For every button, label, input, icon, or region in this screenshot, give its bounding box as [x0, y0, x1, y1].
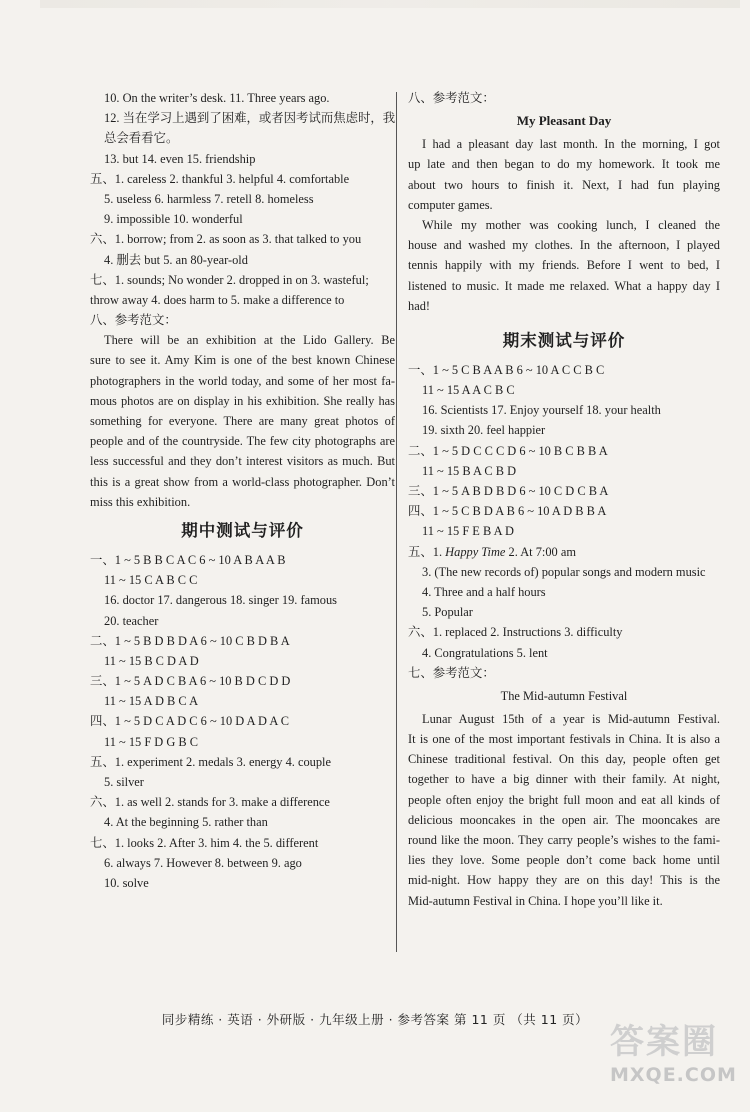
answer-line: 11 ~ 15 F E B A D: [422, 524, 514, 539]
answer-line: 六、1. as well 2. stands for 3. make a difference: [90, 795, 330, 810]
answer-line: 16. doctor 17. dangerous 18. singer 19. famous: [104, 593, 337, 608]
scan-edge: [40, 0, 740, 8]
essay-line: up late and then began to do my homework. It took me: [408, 157, 720, 172]
answer-line: 10. On the writer’s desk. 11. Three years ago.: [104, 91, 330, 105]
essay-line: While my mother was cooking lunch, I cleaned the: [422, 217, 720, 232]
left-column: [90, 88, 395, 893]
answer-line: 3. (The new records of) popular songs and modern music: [422, 564, 706, 579]
column-divider: [396, 92, 397, 952]
answer-line: 三、1 ~ 5 A B D B D 6 ~ 10 C D C B A: [408, 484, 609, 498]
essay-line: sure to see it. Amy Kim is one of the best known Chinese: [90, 353, 395, 368]
answer-line: 六、1. borrow; from 2. as soon as 3. that talked to you: [90, 232, 362, 247]
answer-line: 四、1 ~ 5 C B D A B 6 ~ 10 A D B B A: [408, 504, 607, 519]
essay-line: together to have a big dinner with their family. At night,: [408, 772, 720, 787]
final-section-title: 期末测试与评价: [502, 330, 626, 350]
essay-heading: 八、参考范文：: [408, 91, 495, 105]
page-footer: 同步精练 · 英语 · 外研版 · 九年级上册 · 参考答案 第 11 页 （共 11 页）: [161, 1012, 589, 1027]
answer-line: 七、1. sounds; No wonder 2. dropped in on 3. wasteful;: [90, 272, 369, 287]
essay-line: mous photos are on display in his exhibition. She really has: [90, 393, 395, 408]
essay-line: Chinese traditional festival. On this day, people often get: [408, 752, 720, 767]
answer-line: 五、1. Happy Time 2. At 7:00 am: [408, 544, 576, 559]
site-watermark: [606, 1014, 736, 1094]
answer-line: 4. Congratulations 5. lent: [422, 645, 548, 660]
answer-line: 二、1 ~ 5 D C C C D 6 ~ 10 B C B B A: [408, 443, 608, 458]
essay-line: round like the moon. They carry people’s wishes to the fami-: [408, 833, 720, 847]
essay-line: people and of the countryside. The few city photographs are: [90, 434, 395, 449]
essay-line: had!: [408, 298, 431, 313]
answer-line: 11 ~ 15 A A C B C: [422, 383, 515, 398]
answer-line: 4. At the beginning 5. rather than: [104, 815, 268, 830]
essay-line: lies they love. Some people don’t come back home until: [408, 853, 720, 868]
answer-line: 5. Popular: [422, 605, 473, 620]
answer-line: 16. Scientists 17. Enjoy yourself 18. your health: [422, 403, 661, 418]
essay-line: delicious mooncakes in the open air. The mooncakes are: [408, 812, 720, 827]
essay-line: people often enjoy the bright full moon and eat all kinds of: [408, 792, 720, 807]
answer-line: 三、1 ~ 5 A D C B A 6 ~ 10 B D C D D: [90, 674, 291, 689]
answer-line: 11 ~ 15 B C D A D: [104, 653, 199, 668]
essay-line: tennis happily with my friends. Before I went to bed, I: [408, 258, 720, 273]
answer-line: 五、1. experiment 2. medals 3. energy 4. couple: [90, 754, 331, 769]
essay-line: miss this exhibition.: [90, 494, 191, 509]
answer-line: 12. 当在学习上遇到了困难，或者因考试而焦虑时，我: [104, 111, 396, 126]
essay-line: house and washed my clothes. In the afternoon, I played: [408, 238, 720, 253]
essay-line: something for everyone. There are many great photos of: [90, 414, 395, 428]
essay-line: Lunar August 15th of a year is Mid-autumn Festival.: [422, 711, 720, 726]
answer-line: 六、1. replaced 2. Instructions 3. difficulty: [408, 625, 623, 640]
essay-line: There will be an exhibition at the Lido Gallery. Be: [104, 333, 395, 348]
answer-line: 一、1 ~ 5 B B C A C 6 ~ 10 A B A A B: [90, 552, 286, 567]
answer-line: 四、1 ~ 5 D C A D C 6 ~ 10 D A D A C: [90, 714, 289, 729]
answer-line: 11 ~ 15 A D B C A: [104, 694, 199, 709]
essay-line: I had a pleasant day last month. In the morning, I got: [422, 137, 720, 152]
essay-line: mid-night. How happy they are on this day! This is the: [408, 873, 720, 888]
answer-line: 一、1 ~ 5 C B A A B 6 ~ 10 A C C B C: [408, 362, 605, 377]
essay-line: Mid-autumn Festival in China. I hope you’ll like it.: [408, 893, 663, 908]
essay-line: listened to music. It made me relaxed. What a happy day I: [408, 278, 720, 293]
answer-line: 4. 删去 but 5. an 80-year-old: [104, 252, 248, 267]
answer-line: 9. impossible 10. wonderful: [104, 212, 243, 227]
answer-line: 5. silver: [104, 775, 144, 789]
answer-line: 5. useless 6. harmless 7. retell 8. homeless: [104, 191, 314, 206]
watermark-url: MXQE.COM: [610, 1064, 737, 1086]
essay-line: less successful and they don’t interest visitors as much. But: [90, 454, 395, 469]
essay-line: about two hours to finish it. Next, I had fun playing: [408, 177, 720, 192]
answer-line: 五、1. careless 2. thankful 3. helpful 4. comfortable: [90, 171, 350, 186]
answer-line: 10. solve: [104, 875, 149, 890]
midterm-section-title: 期中测试与评价: [181, 520, 304, 540]
right-column: [408, 88, 720, 911]
answer-line: 13. but 14. even 15. friendship: [104, 151, 256, 166]
answer-line: 11 ~ 15 B A C B D: [422, 463, 517, 478]
answer-line: 6. always 7. However 8. between 9. ago: [104, 855, 302, 870]
answer-line: 二、1 ~ 5 B D B D A 6 ~ 10 C B D B A: [90, 633, 290, 648]
essay-title: My Pleasant Day: [516, 113, 612, 129]
essay-line: computer games.: [408, 197, 493, 212]
essay-title: The Mid-autumn Festival: [500, 688, 628, 703]
answer-line: throw away 4. does harm to 5. make a difference to: [90, 292, 345, 307]
answer-line: 七、1. looks 2. After 3. him 4. the 5. different: [90, 835, 319, 850]
answer-line: 11 ~ 15 C A B C C: [104, 573, 198, 588]
essay-line: photographers in the world today, and some of her most fa-: [90, 373, 395, 388]
answer-line: 19. sixth 20. feel happier: [422, 423, 546, 438]
answer-line: 总会看看它。: [104, 131, 179, 146]
answer-line: 4. Three and a half hours: [422, 584, 546, 599]
answer-line: 20. teacher: [104, 613, 159, 628]
essay-heading: 八、参考范文：: [90, 313, 177, 328]
essay-line: this is a great show from a world-class photographer. Don’t: [90, 474, 395, 489]
essay-heading: 七、参考范文：: [408, 665, 495, 680]
watermark-logo: 答案圈: [610, 1022, 718, 1062]
answer-line: 11 ~ 15 F D G B C: [104, 734, 199, 749]
italic-title: Happy Time: [445, 544, 506, 559]
essay-line: It is one of the most important festivals in China. It is also a: [408, 732, 720, 747]
